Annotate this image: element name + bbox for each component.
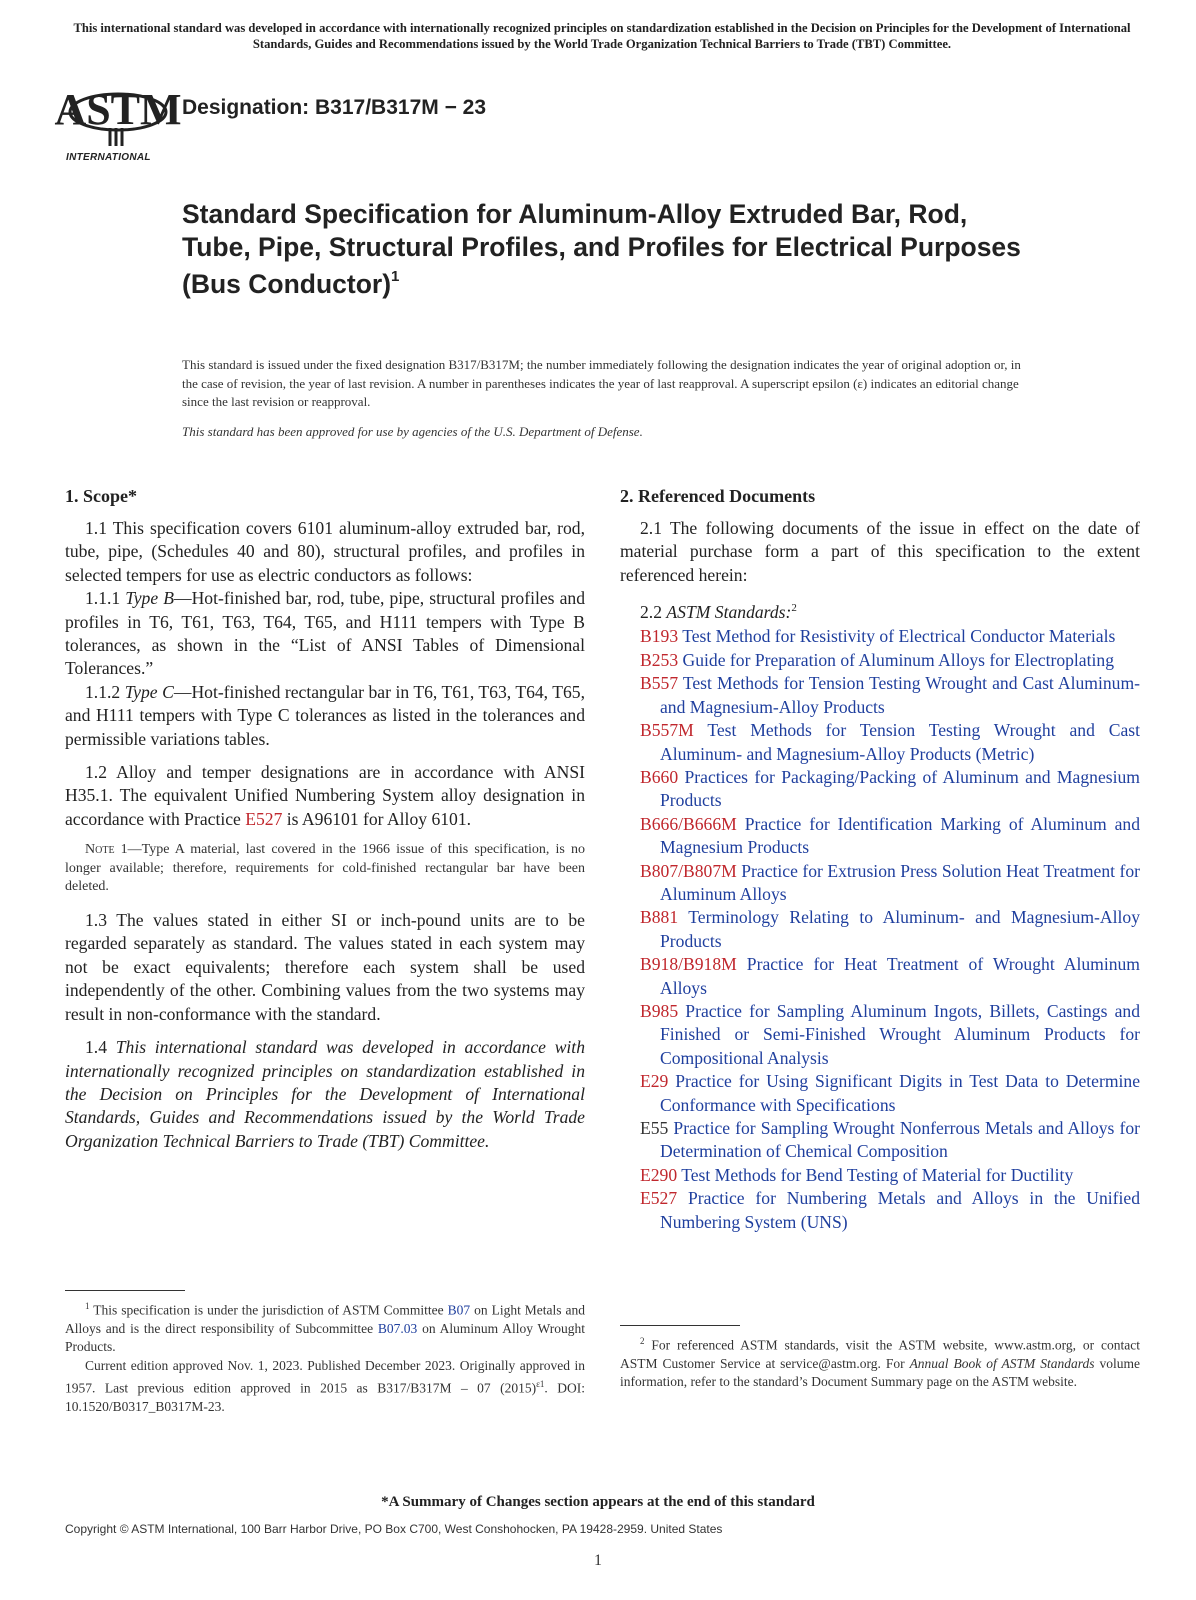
reference-title-link[interactable]: Test Method for Resistivity of Electrical Conductor Materials	[678, 626, 1116, 647]
note-label: Note 1	[85, 842, 128, 858]
astm-logo	[54, 70, 182, 170]
reference-title-link[interactable]: Test Methods for Bend Testing of Material for Ductility	[677, 1164, 1074, 1185]
scope-heading: 1. Scope*	[65, 486, 137, 506]
reference-title-link[interactable]: Practice for Numbering Metals and Alloys in the Unified Numbering System (UNS)	[660, 1188, 1140, 1232]
footnote-text: Current edition approved Nov. 1, 2023. Published December 2023. Originally approved in 1957. Last previous edition approved in 2015 as B317/B317M – 07 (2015)	[65, 1357, 585, 1396]
footnote-text: on Light Metals and Alloys and is the direct responsibility of Subcommittee	[65, 1302, 585, 1336]
para-2-1: 2.1 The following documents of the issue in effect on the date of material purchase form a part of this specification to the extent referenced herein:	[620, 518, 1140, 585]
reference-item	[620, 649, 1140, 672]
copyright: Copyright © ASTM International, 100 Barr Harbor Drive, PO Box C700, West Conshohocken, PA 19428-2959. United States	[65, 1522, 723, 1536]
epsilon-marker: ε1	[536, 1379, 545, 1390]
reference-title-link[interactable]: Practice for Sampling Wrought Nonferrous Metals and Alloys for Determination of Chemical Composition	[660, 1118, 1140, 1162]
note-text: —Type A material, last covered in the 1966 issue of this specification, is no longer available; therefore, requirements for cold-finished rectangular bar have been deleted.	[65, 842, 585, 895]
footnote-text: For referenced ASTM standards, visit the ASTM website, www.astm.org, or contact ASTM Customer Service at service@astm.org. For	[620, 1337, 1140, 1371]
para-number: 2.2	[640, 602, 662, 623]
logo-letters: ASTM	[54, 85, 182, 134]
type-label: Type C	[124, 681, 174, 702]
para-text: This international standard was developed in accordance with internationally recognized principles on standardization established in the Decision on Principles for the Development of International Standards, Guides and Recommendations issued by the World Trade Organization Technical Barriers to Trade (TBT) Committee.	[65, 1037, 585, 1151]
footnote-1-para-2	[65, 1357, 585, 1417]
reference-code-link[interactable]: B807/B807M	[640, 860, 737, 881]
reference-code-link[interactable]: B557M	[640, 720, 694, 741]
para-text: 1.2 Alloy and temper designations are in accordance with ANSI H35.1. The equivalent Unified Numbering System alloy designation in accordance with Practice	[65, 762, 585, 829]
reference-title-link[interactable]: Practice for Using Significant Digits in Test Data to Determine Conformance with Specifications	[660, 1071, 1140, 1115]
para-number: 1.4	[85, 1037, 107, 1058]
astm-logo-icon	[54, 70, 182, 150]
logo-caption: INTERNATIONAL	[66, 152, 151, 163]
reference-item	[620, 719, 1140, 766]
footnote-2-para	[620, 1332, 1140, 1392]
reference-item	[620, 625, 1140, 648]
title-text: Standard Specification for Aluminum-Alloy Extruded Bar, Rod, Tube, Pipe, Structural Profiles, and Profiles for Electrical Purposes (Bus Conductor)	[182, 199, 1021, 299]
footnote-1-para-1	[65, 1297, 585, 1357]
footnote-text: on Aluminum Alloy Wrought Products.	[65, 1320, 585, 1355]
reference-code-link[interactable]: E290	[640, 1164, 678, 1185]
para-1-1: 1.1 This specification covers 6101 aluminum-alloy extruded bar, rod, tube, pipe, (Schedules 40 and 80), structural profiles, and profiles in selected tempers for use as electric conductors as follows:	[65, 518, 585, 585]
issued-statement: This standard is issued under the fixed designation B317/B317M; the number immediately following the designation indicates the year of original adoption or, in the case of revision, the year of last revision. A number in parentheses indicates the year of last reapproval. A superscript epsilon (ε) indicates an editorial change since the last revision or reapproval.	[182, 357, 1021, 410]
reference-title-link[interactable]: Guide for Preparation of Aluminum Alloys for Electroplating	[678, 649, 1114, 670]
footnote-rule-right	[620, 1325, 740, 1326]
reference-list	[620, 625, 1140, 1234]
reference-title-link[interactable]: Test Methods for Tension Testing Wrought and Cast Aluminum- and Magnesium-Alloy Products (Metric)	[660, 720, 1140, 764]
type-label: Type B	[125, 588, 174, 609]
para-number: 1.1.2	[85, 681, 121, 702]
reference-code-link[interactable]: E55	[640, 1118, 669, 1139]
reference-item	[620, 1117, 1140, 1164]
designation: Designation: B317/B317M − 23	[182, 96, 487, 119]
footnote-rule-left	[65, 1290, 185, 1291]
e527-link[interactable]: E527	[245, 808, 283, 829]
reference-code-link[interactable]: B985	[640, 1000, 679, 1021]
footnote-italic: Annual Book of ASTM Standards	[909, 1355, 1095, 1371]
page-number: 1	[594, 1552, 602, 1569]
footnote-text: . DOI: 10.1520/B0317_B0317M-23.	[65, 1380, 586, 1415]
refdocs-heading: 2. Referenced Documents	[620, 486, 816, 506]
reference-item	[620, 766, 1140, 813]
reference-title-link[interactable]: Practice for Heat Treatment of Wrought Aluminum Alloys	[660, 954, 1140, 998]
reference-item	[620, 672, 1140, 719]
reference-code-link[interactable]: B253	[640, 649, 679, 670]
para-1-1-1	[65, 587, 585, 681]
dod-approval: This standard has been approved for use by agencies of the U.S. Department of Defense.	[182, 424, 643, 439]
left-column	[65, 485, 585, 1163]
footnote-text: volume information, refer to the standard’s Document Summary page on the ASTM website.	[620, 1355, 1140, 1390]
reference-code-link[interactable]: B660	[640, 766, 679, 787]
reference-item	[620, 1070, 1140, 1117]
footnote-marker: 2	[640, 1336, 645, 1346]
reference-code-link[interactable]: B193	[640, 626, 679, 647]
summary-note: *A Summary of Changes section appears at the end of this standard	[381, 1494, 815, 1510]
note-1	[65, 841, 585, 897]
para-number: 1.1.1	[85, 588, 121, 609]
subcommittee-b0703-link[interactable]: B07.03	[377, 1320, 418, 1336]
reference-item	[620, 906, 1140, 953]
reference-title-link[interactable]: Practice for Sampling Aluminum Ingots, Billets, Castings and Finished or Semi-Finished Wrought Aluminum Products for Compositional Analysis	[660, 1000, 1140, 1068]
reference-title-link[interactable]: Practice for Extrusion Press Solution Heat Treatment for Aluminum Alloys	[660, 860, 1140, 904]
committee-b07-link[interactable]: B07	[447, 1302, 471, 1318]
para-1-4	[65, 1036, 585, 1153]
reference-code-link[interactable]: B666/B666M	[640, 813, 737, 834]
reference-code-link[interactable]: E29	[640, 1071, 669, 1092]
para-1-3: 1.3 The values stated in either SI or inch-pound units are to be regarded separately as standard. The values stated in each system may not be exact equivalents; therefore each system shall be used independently of the other. Combining values from the two systems may result in non-conformance with the standard.	[65, 910, 585, 1024]
title-footnote-marker: 1	[391, 268, 400, 285]
header-note: This international standard was developed in accordance with internationally recognized principles on standardization established in the Decision on Principles for the Development of International Standards, Guides and Recommendations issued by the World Trade Organization Technical Barriers to Trade (TBT) Committee.	[73, 21, 1131, 51]
para-text: —Hot-finished bar, rod, tube, pipe, structural profiles and profiles in T6, T61, T63, T64, T65, and H111 tempers with Type B tolerances, as shown in the “List of ANSI Tables of Dimensional Tolerances.”	[65, 588, 585, 679]
reference-title-link[interactable]: Test Methods for Tension Testing Wrought and Cast Aluminum- and Magnesium-Alloy Products	[660, 673, 1140, 717]
para-1-2	[65, 761, 585, 831]
reference-code-link[interactable]: E527	[640, 1188, 678, 1209]
footnote-2	[620, 1332, 1140, 1392]
para-text: is A96101 for Alloy 6101.	[282, 808, 472, 829]
para-1-1-2	[65, 681, 585, 751]
reference-item	[620, 860, 1140, 907]
footnote-text: This specification is under the jurisdiction of ASTM Committee	[89, 1302, 448, 1318]
astm-standards-label: ASTM Standards:	[666, 602, 792, 623]
para-2-2	[620, 597, 1140, 624]
reference-item	[620, 1164, 1140, 1187]
footnote-1	[65, 1297, 585, 1416]
right-column	[620, 485, 1140, 1234]
footnote-marker: 1	[85, 1301, 90, 1311]
reference-item	[620, 953, 1140, 1000]
reference-title-link[interactable]: Terminology Relating to Aluminum- and Magnesium-Alloy Products	[660, 907, 1140, 951]
reference-title-link[interactable]: Practice for Identification Marking of Aluminum and Magnesium Products	[660, 813, 1140, 858]
para-text: —Hot-finished rectangular bar in T6, T61, T63, T64, T65, and H111 tempers with Type C tolerances as listed in the tolerances and permissible variations tables.	[65, 681, 585, 749]
reference-item	[620, 813, 1140, 860]
reference-item	[620, 1000, 1140, 1070]
reference-code-link[interactable]: B881	[640, 907, 679, 928]
reference-code-link[interactable]: B557	[640, 673, 679, 694]
reference-title-link[interactable]: Practices for Packaging/Packing of Aluminum and Magnesium Products	[660, 766, 1140, 811]
reference-item	[620, 1187, 1140, 1234]
page-title	[182, 198, 1022, 300]
reference-code-link[interactable]: B918/B918M	[640, 954, 737, 975]
footnote-marker: 2	[791, 602, 797, 615]
